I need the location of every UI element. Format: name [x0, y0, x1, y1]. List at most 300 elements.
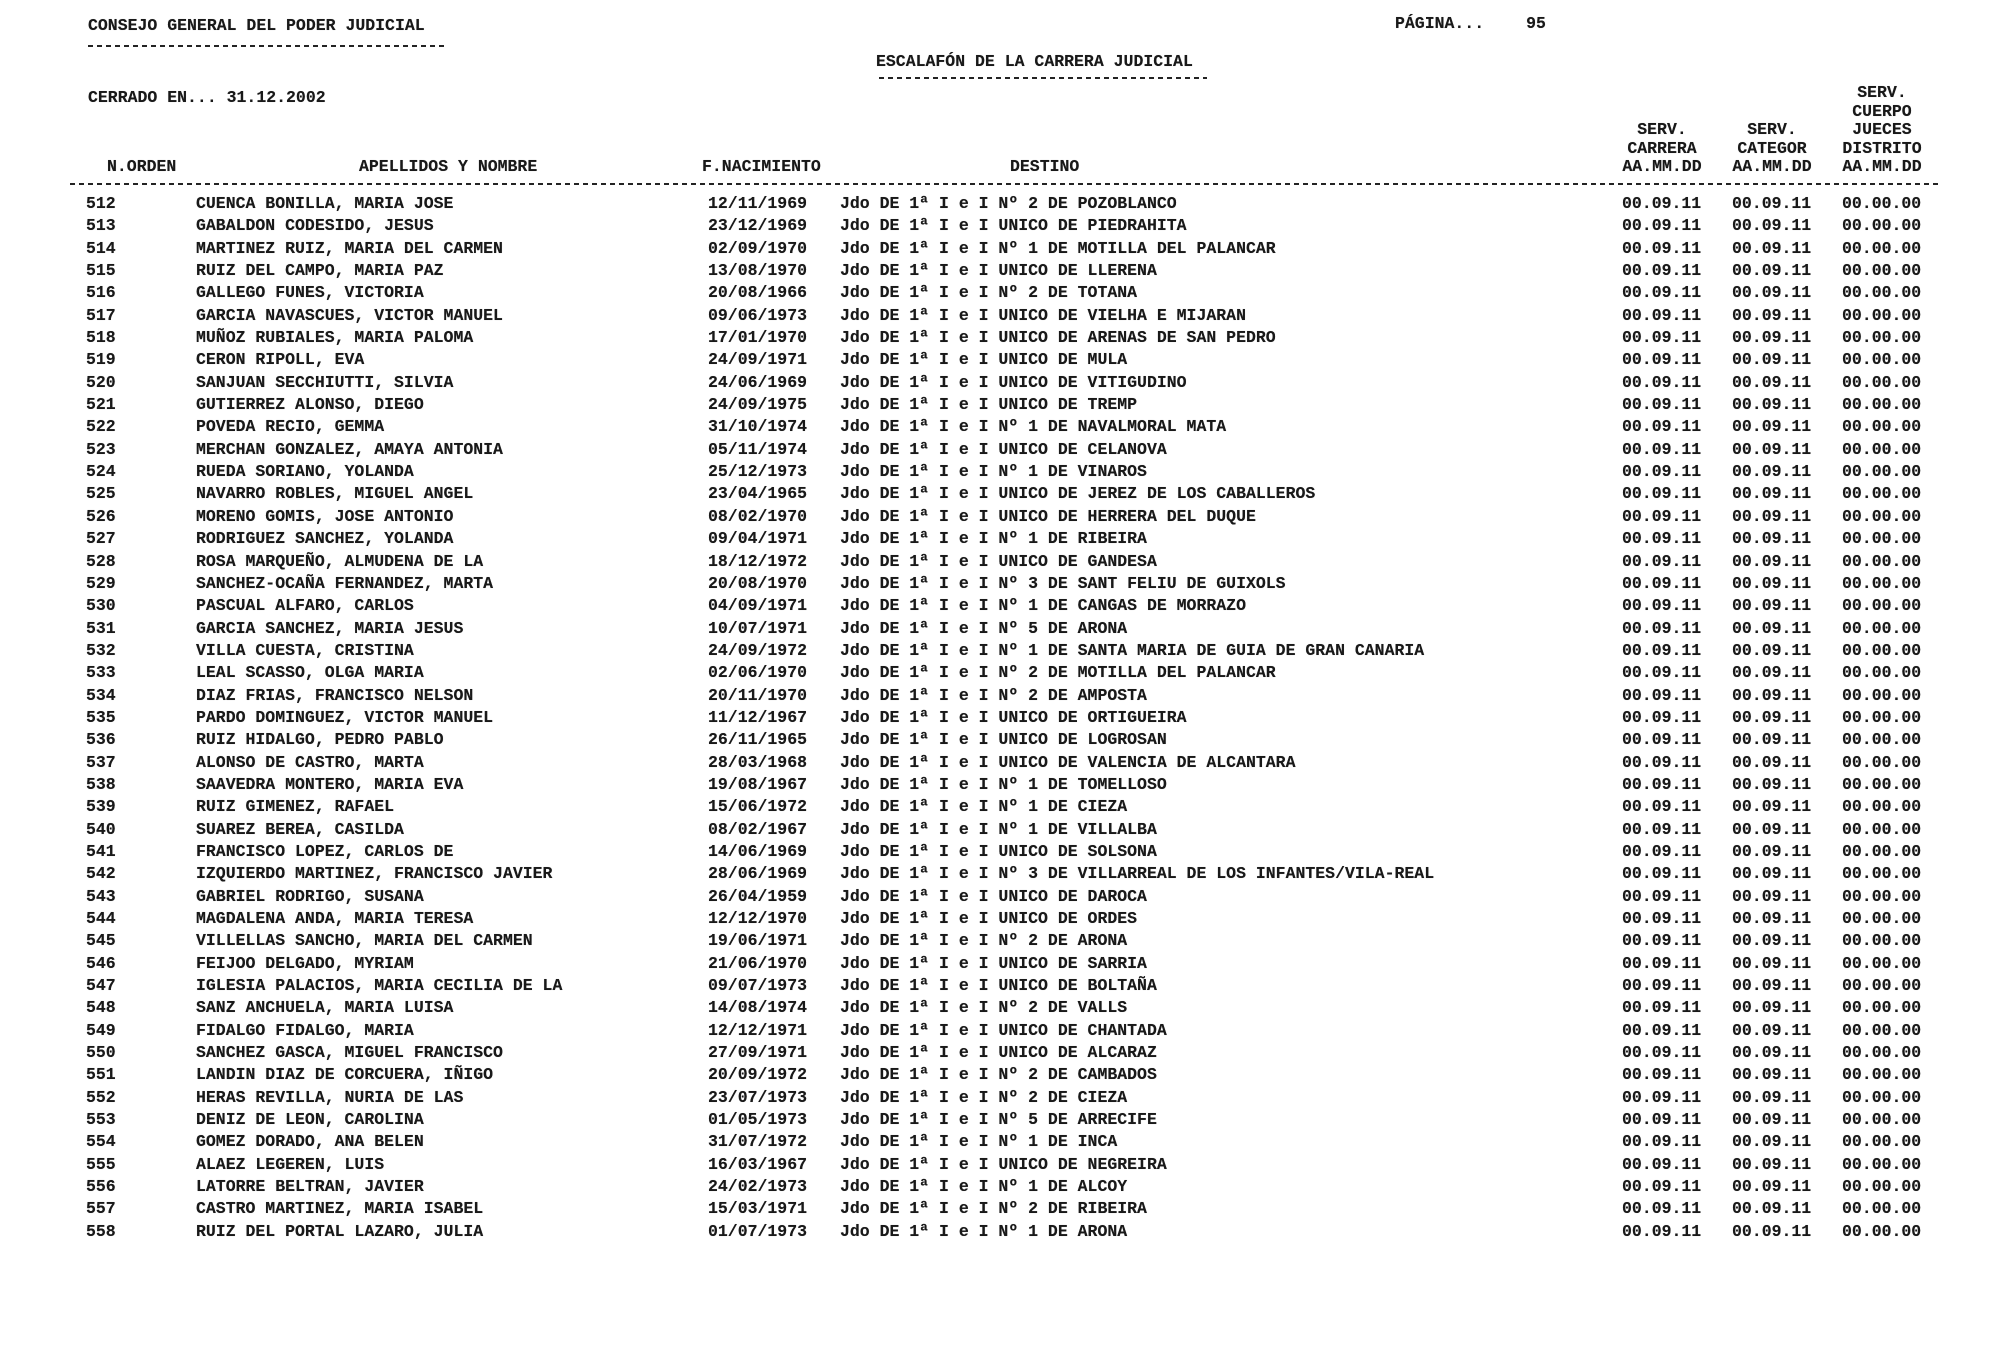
row-serv-carrera: 00.09.11	[1622, 1020, 1702, 1040]
row-serv-categor: 00.09.11	[1732, 529, 1812, 549]
row-serv-cuerpo: 00.00.00	[1842, 730, 1922, 750]
row-serv-categor: 00.09.11	[1732, 573, 1812, 593]
table-row	[0, 886, 2000, 908]
row-apellidos: RUIZ DEL PORTAL LAZARO, JULIA	[196, 1221, 484, 1241]
row-serv-cuerpo: 00.00.00	[1842, 707, 1922, 727]
document-title-underline	[879, 77, 1207, 79]
row-apellidos: SAAVEDRA MONTERO, MARIA EVA	[196, 774, 464, 794]
row-serv-cuerpo: 00.00.00	[1842, 1065, 1922, 1085]
row-f-nacimiento: 12/12/1971	[708, 1020, 808, 1040]
table-row	[0, 729, 2000, 751]
row-apellidos: GARCIA NAVASCUES, VICTOR MANUEL	[196, 305, 503, 325]
row-serv-cuerpo: 00.00.00	[1842, 1087, 1922, 1107]
row-f-nacimiento: 14/08/1974	[708, 998, 808, 1018]
row-serv-carrera: 00.09.11	[1622, 439, 1702, 459]
row-serv-carrera: 00.09.11	[1622, 372, 1702, 392]
row-serv-categor: 00.09.11	[1732, 953, 1812, 973]
row-apellidos: NAVARRO ROBLES, MIGUEL ANGEL	[196, 484, 474, 504]
table-row	[0, 997, 2000, 1019]
page-number-block	[1395, 14, 1546, 33]
row-apellidos: VILLELLAS SANCHO, MARIA DEL CARMEN	[196, 931, 533, 951]
row-destino: Jdo DE 1ª I e I Nº 1 DE TOMELLOSO	[840, 774, 1167, 794]
table-row	[0, 573, 2000, 595]
row-serv-categor: 00.09.11	[1732, 216, 1812, 236]
row-serv-categor: 00.09.11	[1732, 640, 1812, 660]
column-header-apellidos: APELLIDOS Y NOMBRE	[359, 157, 538, 176]
row-n-orden: 538	[86, 774, 116, 794]
row-f-nacimiento: 15/06/1972	[708, 797, 808, 817]
row-serv-carrera: 00.09.11	[1622, 1221, 1702, 1241]
row-destino: Jdo DE 1ª I e I Nº 2 DE CIEZA	[840, 1087, 1128, 1107]
row-apellidos: RUEDA SORIANO, YOLANDA	[196, 462, 414, 482]
row-serv-carrera: 00.09.11	[1622, 685, 1702, 705]
row-n-orden: 549	[86, 1020, 116, 1040]
row-destino: Jdo DE 1ª I e I Nº 1 DE SANTA MARIA DE GUIA DE GRAN CANARIA	[840, 640, 1425, 660]
row-apellidos: SANJUAN SECCHIUTTI, SILVIA	[196, 372, 454, 392]
row-n-orden: 556	[86, 1177, 116, 1197]
row-apellidos: ALAEZ LEGEREN, LUIS	[196, 1154, 385, 1174]
row-serv-carrera: 00.09.11	[1622, 953, 1702, 973]
row-destino: Jdo DE 1ª I e I Nº 2 DE RIBEIRA	[840, 1199, 1147, 1219]
row-n-orden: 512	[86, 194, 116, 213]
row-n-orden: 518	[86, 328, 116, 348]
table-row	[0, 752, 2000, 774]
row-serv-carrera: 00.09.11	[1622, 774, 1702, 794]
row-serv-carrera: 00.09.11	[1622, 618, 1702, 638]
row-serv-categor: 00.09.11	[1732, 484, 1812, 504]
table-row	[0, 640, 2000, 662]
row-serv-categor: 00.09.11	[1732, 506, 1812, 526]
row-serv-cuerpo: 00.00.00	[1842, 1154, 1922, 1174]
row-serv-carrera: 00.09.11	[1622, 797, 1702, 817]
row-destino: Jdo DE 1ª I e I UNICO DE CHANTADA	[840, 1020, 1167, 1040]
row-serv-carrera: 00.09.11	[1622, 886, 1702, 906]
row-f-nacimiento: 02/06/1970	[708, 663, 808, 683]
row-f-nacimiento: 09/07/1973	[708, 976, 808, 996]
row-serv-carrera: 00.09.11	[1622, 909, 1702, 928]
row-destino: Jdo DE 1ª I e I UNICO DE SARRIA	[840, 953, 1147, 973]
table-row	[0, 1109, 2000, 1131]
row-serv-categor: 00.09.11	[1732, 1043, 1812, 1063]
row-f-nacimiento: 20/09/1972	[708, 1065, 808, 1085]
row-serv-cuerpo: 00.00.00	[1842, 261, 1922, 281]
row-n-orden: 542	[86, 864, 116, 884]
row-apellidos: RUIZ GIMENEZ, RAFAEL	[196, 797, 395, 817]
row-destino: Jdo DE 1ª I e I Nº 1 DE ARONA	[840, 1221, 1128, 1241]
table-row	[0, 506, 2000, 528]
row-serv-categor: 00.09.11	[1732, 774, 1812, 794]
row-serv-carrera: 00.09.11	[1622, 484, 1702, 504]
row-serv-categor: 00.09.11	[1732, 551, 1812, 571]
row-destino: Jdo DE 1ª I e I Nº 1 DE NAVALMORAL MATA	[840, 417, 1227, 437]
row-serv-cuerpo: 00.00.00	[1842, 640, 1922, 660]
row-destino: Jdo DE 1ª I e I UNICO DE HERRERA DEL DUQUE	[840, 506, 1256, 526]
table-row	[0, 1064, 2000, 1086]
row-serv-categor: 00.09.11	[1732, 395, 1812, 415]
row-serv-categor: 00.09.11	[1732, 864, 1812, 884]
row-apellidos: MAGDALENA ANDA, MARIA TERESA	[196, 909, 474, 928]
row-f-nacimiento: 26/04/1959	[708, 886, 808, 906]
row-serv-categor: 00.09.11	[1732, 1132, 1812, 1152]
row-n-orden: 547	[86, 976, 116, 996]
row-apellidos: GALLEGO FUNES, VICTORIA	[196, 283, 424, 303]
row-f-nacimiento: 24/09/1972	[708, 640, 808, 660]
table-row	[0, 305, 2000, 327]
table-row	[0, 975, 2000, 997]
row-destino: Jdo DE 1ª I e I UNICO DE SOLSONA	[840, 841, 1157, 861]
row-f-nacimiento: 09/04/1971	[708, 529, 808, 549]
row-n-orden: 550	[86, 1043, 116, 1063]
column-header-serv-carrera: SERV. CARRERA AA.MM.DD	[1622, 120, 1702, 176]
row-serv-carrera: 00.09.11	[1622, 1043, 1702, 1063]
table-row	[0, 841, 2000, 863]
row-apellidos: GABALDON CODESIDO, JESUS	[196, 216, 434, 236]
row-serv-cuerpo: 00.00.00	[1842, 1020, 1922, 1040]
row-serv-categor: 00.09.11	[1732, 261, 1812, 281]
table-row	[0, 1221, 2000, 1243]
row-serv-categor: 00.09.11	[1732, 841, 1812, 861]
row-n-orden: 531	[86, 618, 116, 638]
row-n-orden: 516	[86, 283, 116, 303]
row-serv-carrera: 00.09.11	[1622, 931, 1702, 951]
row-apellidos: LATORRE BELTRAN, JAVIER	[196, 1177, 424, 1197]
table-row	[0, 595, 2000, 617]
row-destino: Jdo DE 1ª I e I UNICO DE ALCARAZ	[840, 1043, 1157, 1063]
table-row	[0, 528, 2000, 550]
row-serv-carrera: 00.09.11	[1622, 819, 1702, 839]
row-f-nacimiento: 15/03/1971	[708, 1199, 808, 1219]
row-n-orden: 534	[86, 685, 116, 705]
row-serv-carrera: 00.09.11	[1622, 462, 1702, 482]
table-row	[0, 1087, 2000, 1109]
row-apellidos: IZQUIERDO MARTINEZ, FRANCISCO JAVIER	[196, 864, 553, 884]
row-serv-cuerpo: 00.00.00	[1842, 194, 1922, 213]
row-f-nacimiento: 02/09/1970	[708, 238, 808, 258]
row-apellidos: POVEDA RECIO, GEMMA	[196, 417, 385, 437]
row-serv-categor: 00.09.11	[1732, 350, 1812, 370]
row-n-orden: 540	[86, 819, 116, 839]
row-serv-categor: 00.09.11	[1732, 707, 1812, 727]
row-serv-categor: 00.09.11	[1732, 618, 1812, 638]
row-apellidos: FRANCISCO LOPEZ, CARLOS DE	[196, 841, 454, 861]
row-apellidos: RUIZ DEL CAMPO, MARIA PAZ	[196, 261, 444, 281]
row-apellidos: LEAL SCASSO, OLGA MARIA	[196, 663, 424, 683]
row-destino: Jdo DE 1ª I e I UNICO DE LOGROSAN	[840, 730, 1167, 750]
page-number: 95	[1526, 14, 1546, 33]
row-serv-cuerpo: 00.00.00	[1842, 283, 1922, 303]
table-row	[0, 796, 2000, 818]
row-serv-carrera: 00.09.11	[1622, 551, 1702, 571]
row-f-nacimiento: 20/08/1970	[708, 573, 808, 593]
row-f-nacimiento: 24/09/1975	[708, 395, 808, 415]
row-f-nacimiento: 19/06/1971	[708, 931, 808, 951]
row-serv-cuerpo: 00.00.00	[1842, 1199, 1922, 1219]
table-row	[0, 551, 2000, 573]
table-row	[0, 327, 2000, 349]
header-separator-line	[70, 183, 1942, 185]
row-f-nacimiento: 24/06/1969	[708, 372, 808, 392]
row-apellidos: ALONSO DE CASTRO, MARTA	[196, 752, 424, 772]
row-serv-cuerpo: 00.00.00	[1842, 372, 1922, 392]
row-serv-categor: 00.09.11	[1732, 752, 1812, 772]
row-serv-categor: 00.09.11	[1732, 1177, 1812, 1197]
row-n-orden: 530	[86, 596, 116, 616]
row-serv-cuerpo: 00.00.00	[1842, 976, 1922, 996]
row-f-nacimiento: 23/04/1965	[708, 484, 808, 504]
row-destino: Jdo DE 1ª I e I UNICO DE MULA	[840, 350, 1128, 370]
row-f-nacimiento: 24/02/1973	[708, 1177, 808, 1197]
table-row	[0, 685, 2000, 707]
row-serv-carrera: 00.09.11	[1622, 596, 1702, 616]
row-serv-cuerpo: 00.00.00	[1842, 953, 1922, 973]
row-f-nacimiento: 23/07/1973	[708, 1087, 808, 1107]
row-f-nacimiento: 14/06/1969	[708, 841, 808, 861]
row-f-nacimiento: 18/12/1972	[708, 551, 808, 571]
row-f-nacimiento: 11/12/1967	[708, 707, 808, 727]
row-n-orden: 543	[86, 886, 116, 906]
row-f-nacimiento: 17/01/1970	[708, 328, 808, 348]
row-serv-cuerpo: 00.00.00	[1842, 685, 1922, 705]
row-n-orden: 522	[86, 417, 116, 437]
row-serv-categor: 00.09.11	[1732, 663, 1812, 683]
row-f-nacimiento: 20/08/1966	[708, 283, 808, 303]
row-apellidos: MORENO GOMIS, JOSE ANTONIO	[196, 506, 454, 526]
page-label: PÁGINA...	[1395, 14, 1485, 33]
row-serv-cuerpo: 00.00.00	[1842, 417, 1922, 437]
row-serv-categor: 00.09.11	[1732, 596, 1812, 616]
row-serv-carrera: 00.09.11	[1622, 1177, 1702, 1197]
row-apellidos: DENIZ DE LEON, CAROLINA	[196, 1110, 424, 1130]
row-destino: Jdo DE 1ª I e I UNICO DE JEREZ DE LOS CABALLEROS	[840, 484, 1316, 504]
row-serv-cuerpo: 00.00.00	[1842, 864, 1922, 884]
row-serv-cuerpo: 00.00.00	[1842, 909, 1922, 928]
row-serv-categor: 00.09.11	[1732, 1110, 1812, 1130]
row-n-orden: 524	[86, 462, 116, 482]
row-apellidos: CUENCA BONILLA, MARIA JOSE	[196, 194, 454, 213]
row-serv-categor: 00.09.11	[1732, 1199, 1812, 1219]
row-destino: Jdo DE 1ª I e I UNICO DE TREMP	[840, 395, 1138, 415]
row-n-orden: 520	[86, 372, 116, 392]
row-destino: Jdo DE 1ª I e I UNICO DE NEGREIRA	[840, 1154, 1167, 1174]
row-serv-carrera: 00.09.11	[1622, 1199, 1702, 1219]
row-serv-carrera: 00.09.11	[1622, 663, 1702, 683]
row-n-orden: 545	[86, 931, 116, 951]
row-serv-categor: 00.09.11	[1732, 797, 1812, 817]
row-destino: Jdo DE 1ª I e I UNICO DE ORTIGUEIRA	[840, 707, 1187, 727]
row-apellidos: FEIJOO DELGADO, MYRIAM	[196, 953, 414, 973]
row-serv-carrera: 00.09.11	[1622, 1110, 1702, 1130]
table-row	[0, 953, 2000, 975]
row-n-orden: 517	[86, 305, 116, 325]
row-apellidos: MARTINEZ RUIZ, MARIA DEL CARMEN	[196, 238, 503, 258]
row-serv-cuerpo: 00.00.00	[1842, 305, 1922, 325]
row-destino: Jdo DE 1ª I e I UNICO DE VIELHA E MIJARAN	[840, 305, 1246, 325]
row-serv-cuerpo: 00.00.00	[1842, 841, 1922, 861]
row-destino: Jdo DE 1ª I e I Nº 2 DE CAMBADOS	[840, 1065, 1157, 1085]
row-serv-categor: 00.09.11	[1732, 1087, 1812, 1107]
row-f-nacimiento: 26/11/1965	[708, 730, 808, 750]
row-destino: Jdo DE 1ª I e I Nº 1 DE RIBEIRA	[840, 529, 1147, 549]
table-row	[0, 282, 2000, 304]
row-destino: Jdo DE 1ª I e I UNICO DE VALENCIA DE ALCANTARA	[840, 752, 1296, 772]
row-serv-cuerpo: 00.00.00	[1842, 931, 1922, 951]
row-serv-carrera: 00.09.11	[1622, 305, 1702, 325]
row-destino: Jdo DE 1ª I e I Nº 1 DE CIEZA	[840, 797, 1128, 817]
row-destino: Jdo DE 1ª I e I Nº 2 DE TOTANA	[840, 283, 1138, 303]
table-row	[0, 349, 2000, 371]
row-serv-carrera: 00.09.11	[1622, 752, 1702, 772]
row-serv-categor: 00.09.11	[1732, 931, 1812, 951]
row-f-nacimiento: 13/08/1970	[708, 261, 808, 281]
row-serv-cuerpo: 00.00.00	[1842, 216, 1922, 236]
row-apellidos: SANCHEZ-OCAÑA FERNANDEZ, MARTA	[196, 573, 494, 593]
row-destino: Jdo DE 1ª I e I Nº 1 DE VILLALBA	[840, 819, 1157, 839]
row-n-orden: 515	[86, 261, 116, 281]
row-serv-categor: 00.09.11	[1732, 886, 1812, 906]
row-serv-cuerpo: 00.00.00	[1842, 1110, 1922, 1130]
table-row	[0, 930, 2000, 952]
row-n-orden: 535	[86, 707, 116, 727]
table-row	[0, 1154, 2000, 1176]
row-serv-carrera: 00.09.11	[1622, 529, 1702, 549]
row-apellidos: RODRIGUEZ SANCHEZ, YOLANDA	[196, 529, 454, 549]
row-serv-cuerpo: 00.00.00	[1842, 506, 1922, 526]
row-n-orden: 548	[86, 998, 116, 1018]
row-serv-carrera: 00.09.11	[1622, 238, 1702, 258]
row-n-orden: 523	[86, 439, 116, 459]
row-serv-cuerpo: 00.00.00	[1842, 573, 1922, 593]
row-serv-cuerpo: 00.00.00	[1842, 238, 1922, 258]
table-row	[0, 372, 2000, 394]
row-serv-carrera: 00.09.11	[1622, 707, 1702, 727]
table-row	[0, 394, 2000, 416]
row-serv-cuerpo: 00.00.00	[1842, 998, 1922, 1018]
row-n-orden: 544	[86, 909, 116, 928]
row-serv-carrera: 00.09.11	[1622, 864, 1702, 884]
row-serv-categor: 00.09.11	[1732, 909, 1812, 928]
table-body	[0, 193, 2000, 1243]
row-serv-categor: 00.09.11	[1732, 819, 1812, 839]
row-apellidos: RUIZ HIDALGO, PEDRO PABLO	[196, 730, 444, 750]
row-f-nacimiento: 01/05/1973	[708, 1110, 808, 1130]
table-row	[0, 707, 2000, 729]
row-serv-cuerpo: 00.00.00	[1842, 596, 1922, 616]
row-f-nacimiento: 01/07/1973	[708, 1221, 808, 1241]
row-apellidos: FIDALGO FIDALGO, MARIA	[196, 1020, 414, 1040]
row-n-orden: 513	[86, 216, 116, 236]
row-apellidos: GARCIA SANCHEZ, MARIA JESUS	[196, 618, 464, 638]
table-row	[0, 461, 2000, 483]
row-serv-cuerpo: 00.00.00	[1842, 618, 1922, 638]
row-serv-cuerpo: 00.00.00	[1842, 774, 1922, 794]
row-f-nacimiento: 27/09/1971	[708, 1043, 808, 1063]
organization-underline	[88, 45, 448, 47]
table-row	[0, 416, 2000, 438]
row-apellidos: ROSA MARQUEÑO, ALMUDENA DE LA	[196, 551, 484, 571]
document-title: ESCALAFÓN DE LA CARRERA JUDICIAL	[876, 52, 1193, 71]
row-n-orden: 527	[86, 529, 116, 549]
table-row	[0, 1176, 2000, 1198]
row-f-nacimiento: 09/06/1973	[708, 305, 808, 325]
table-row	[0, 260, 2000, 282]
table-row	[0, 1198, 2000, 1220]
row-destino: Jdo DE 1ª I e I UNICO DE BOLTAÑA	[840, 976, 1157, 996]
row-serv-cuerpo: 00.00.00	[1842, 819, 1922, 839]
row-serv-cuerpo: 00.00.00	[1842, 752, 1922, 772]
closed-at-label: CERRADO EN... 31.12.2002	[88, 88, 326, 107]
table-row	[0, 1042, 2000, 1064]
row-n-orden: 553	[86, 1110, 116, 1130]
row-serv-carrera: 00.09.11	[1622, 1087, 1702, 1107]
column-header-f-nacimiento: F.NACIMIENTO	[702, 157, 821, 176]
row-serv-categor: 00.09.11	[1732, 417, 1812, 437]
row-serv-carrera: 00.09.11	[1622, 194, 1702, 213]
row-destino: Jdo DE 1ª I e I Nº 2 DE AMPOSTA	[840, 685, 1147, 705]
row-serv-categor: 00.09.11	[1732, 305, 1812, 325]
row-destino: Jdo DE 1ª I e I Nº 3 DE VILLARREAL DE LOS INFANTES/VILA-REAL	[840, 864, 1435, 884]
row-n-orden: 555	[86, 1154, 116, 1174]
row-apellidos: MUÑOZ RUBIALES, MARIA PALOMA	[196, 328, 474, 348]
row-f-nacimiento: 28/06/1969	[708, 864, 808, 884]
row-n-orden: 541	[86, 841, 116, 861]
row-apellidos: PASCUAL ALFARO, CARLOS	[196, 596, 414, 616]
row-n-orden: 539	[86, 797, 116, 817]
row-serv-cuerpo: 00.00.00	[1842, 1177, 1922, 1197]
row-serv-cuerpo: 00.00.00	[1842, 1221, 1922, 1241]
row-destino: Jdo DE 1ª I e I Nº 5 DE ARRECIFE	[840, 1110, 1157, 1130]
row-apellidos: SANZ ANCHUELA, MARIA LUISA	[196, 998, 454, 1018]
row-destino: Jdo DE 1ª I e I Nº 5 DE ARONA	[840, 618, 1128, 638]
row-serv-categor: 00.09.11	[1732, 328, 1812, 348]
table-row	[0, 1131, 2000, 1153]
row-serv-categor: 00.09.11	[1732, 372, 1812, 392]
row-f-nacimiento: 28/03/1968	[708, 752, 808, 772]
row-destino: Jdo DE 1ª I e I Nº 1 DE MOTILLA DEL PALANCAR	[840, 238, 1276, 258]
row-serv-carrera: 00.09.11	[1622, 395, 1702, 415]
column-header-serv-cuerpo: SERV. CUERPO JUECES DISTRITO AA.MM.DD	[1842, 83, 1922, 176]
row-n-orden: 557	[86, 1199, 116, 1219]
row-serv-categor: 00.09.11	[1732, 1154, 1812, 1174]
row-n-orden: 554	[86, 1132, 116, 1152]
table-row	[0, 483, 2000, 505]
table-row	[0, 238, 2000, 260]
row-apellidos: GOMEZ DORADO, ANA BELEN	[196, 1132, 424, 1152]
row-destino: Jdo DE 1ª I e I Nº 1 DE ALCOY	[840, 1177, 1128, 1197]
row-serv-carrera: 00.09.11	[1622, 1065, 1702, 1085]
table-row	[0, 1020, 2000, 1042]
row-f-nacimiento: 08/02/1970	[708, 506, 808, 526]
row-serv-carrera: 00.09.11	[1622, 216, 1702, 236]
row-f-nacimiento: 31/07/1972	[708, 1132, 808, 1152]
row-serv-carrera: 00.09.11	[1622, 350, 1702, 370]
row-serv-carrera: 00.09.11	[1622, 417, 1702, 437]
row-n-orden: 558	[86, 1221, 116, 1241]
row-serv-carrera: 00.09.11	[1622, 998, 1702, 1018]
row-n-orden: 528	[86, 551, 116, 571]
row-apellidos: SUAREZ BEREA, CASILDA	[196, 819, 404, 839]
row-f-nacimiento: 05/11/1974	[708, 439, 808, 459]
row-destino: Jdo DE 1ª I e I Nº 1 DE CANGAS DE MORRAZO	[840, 596, 1246, 616]
row-serv-categor: 00.09.11	[1732, 283, 1812, 303]
row-f-nacimiento: 10/07/1971	[708, 618, 808, 638]
row-serv-cuerpo: 00.00.00	[1842, 1043, 1922, 1063]
row-n-orden: 537	[86, 752, 116, 772]
row-destino: Jdo DE 1ª I e I UNICO DE VITIGUDINO	[840, 372, 1187, 392]
row-n-orden: 514	[86, 238, 116, 258]
row-serv-categor: 00.09.11	[1732, 1065, 1812, 1085]
row-f-nacimiento: 16/03/1967	[708, 1154, 808, 1174]
row-destino: Jdo DE 1ª I e I UNICO DE LLERENA	[840, 261, 1157, 281]
